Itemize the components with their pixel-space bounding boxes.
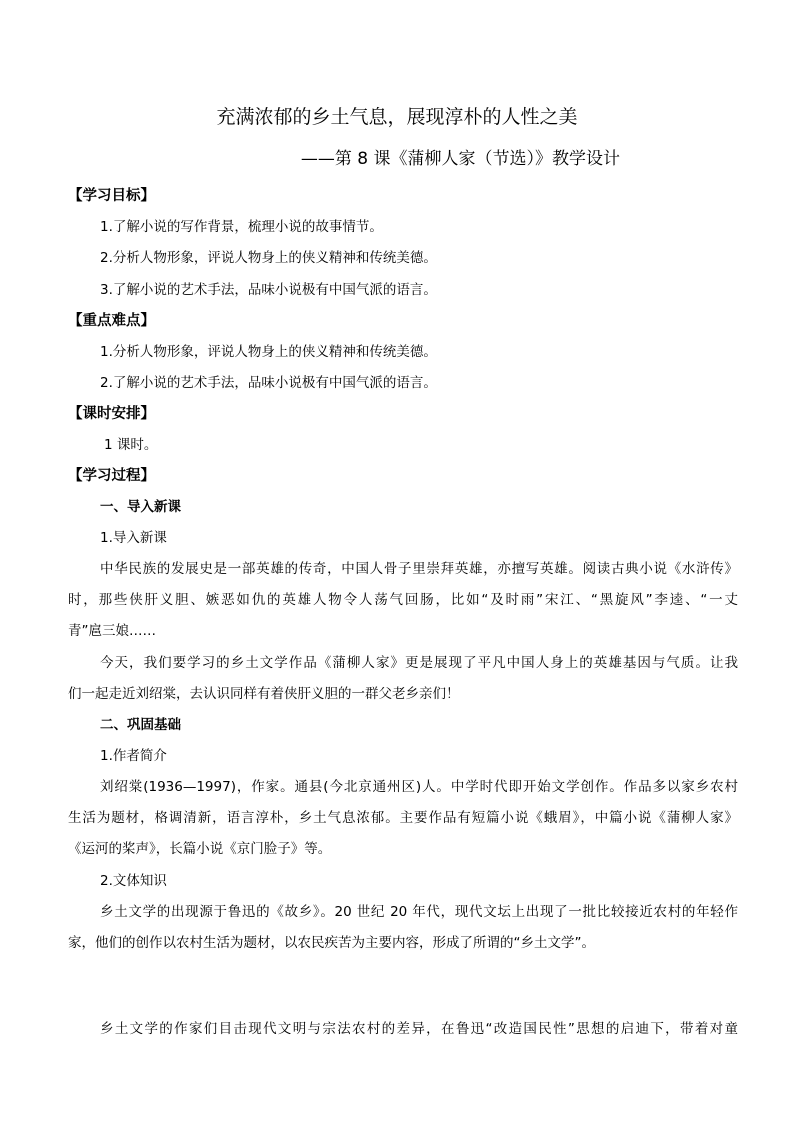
- paragraph-line: 时，那些侠肝义胆、嫉恶如仇的英雄人物令人荡气回肠，比如“及时雨”宋江、“黑旋风”李逵、“一丈: [68, 592, 738, 608]
- key-point-item: 1.分析人物形象，评说人物身上的侠义精神和传统美德。: [100, 344, 437, 360]
- document-title: 充满浓郁的乡土气息，展现淳朴的人性之美: [216, 106, 578, 128]
- paragraph-line: 们一起走近刘绍棠，去认识同样有着侠肝义胆的一群父老乡亲们！: [68, 686, 460, 702]
- objective-item: 3.了解小说的艺术手法，品味小说极有中国气派的语言。: [100, 282, 437, 298]
- document-subtitle: ——第 8 课《蒲柳人家（节选）》教学设计: [300, 149, 620, 169]
- part-title-intro: 一、导入新课: [100, 499, 181, 515]
- paragraph-line: 刘绍棠(1936—1997)，作家。通县(今北京通州区)人。中学时代即开始文学创作。作品多以家乡农村: [100, 779, 738, 795]
- paragraph-line: 生活为题材，格调清新，语言淳朴，乡土气息浓郁。主要作品有短篇小说《蛾眉》，中篇小说《蒲柳人家》: [68, 810, 738, 826]
- paragraph-line: 青”扈三娘……: [68, 623, 156, 639]
- paragraph-line: 中华民族的发展史是一部英雄的传奇，中国人骨子里崇拜英雄，亦擅写英雄。阅读古典小说《水浒传》: [100, 561, 738, 577]
- schedule-text: 1 课时。: [104, 437, 158, 453]
- objective-item: 2.分析人物形象，评说人物身上的侠义精神和传统美德。: [100, 250, 437, 266]
- paragraph-line: 今天，我们要学习的乡土文学作品《蒲柳人家》更是展现了平凡中国人身上的英雄基因与气质。让我: [100, 655, 738, 671]
- subheading-intro: 1.导入新课: [100, 530, 167, 546]
- section-heading-process: 【学习过程】: [68, 468, 155, 484]
- objective-item: 1.了解小说的写作背景，梳理小说的故事情节。: [100, 219, 383, 235]
- part-title-basics: 二、巩固基础: [100, 717, 181, 733]
- paragraph-line: 家，他们的创作以农村生活为题材，以农民疾苦为主要内容，形成了所谓的“乡土文学”。: [68, 935, 595, 951]
- paragraph-line: 乡土文学的作家们目击现代文明与宗法农村的差异，在鲁迅“改造国民性”思想的启迪下，带着对童: [100, 1021, 738, 1037]
- key-point-item: 2.了解小说的艺术手法，品味小说极有中国气派的语言。: [100, 375, 437, 391]
- subheading-genre: 2.文体知识: [100, 873, 167, 889]
- section-heading-schedule: 【课时安排】: [68, 406, 155, 422]
- section-heading-key-points: 【重点难点】: [68, 313, 155, 329]
- subheading-author: 1.作者简介: [100, 748, 167, 764]
- paragraph-line: 《运河的桨声》，长篇小说《京门脸子》等。: [68, 841, 332, 857]
- paragraph-line: 乡土文学的出现源于鲁迅的《故乡》。20 世纪 20 年代，现代文坛上出现了一批比较接近农村的年轻作: [100, 904, 738, 920]
- section-heading-objectives: 【学习目标】: [68, 188, 155, 204]
